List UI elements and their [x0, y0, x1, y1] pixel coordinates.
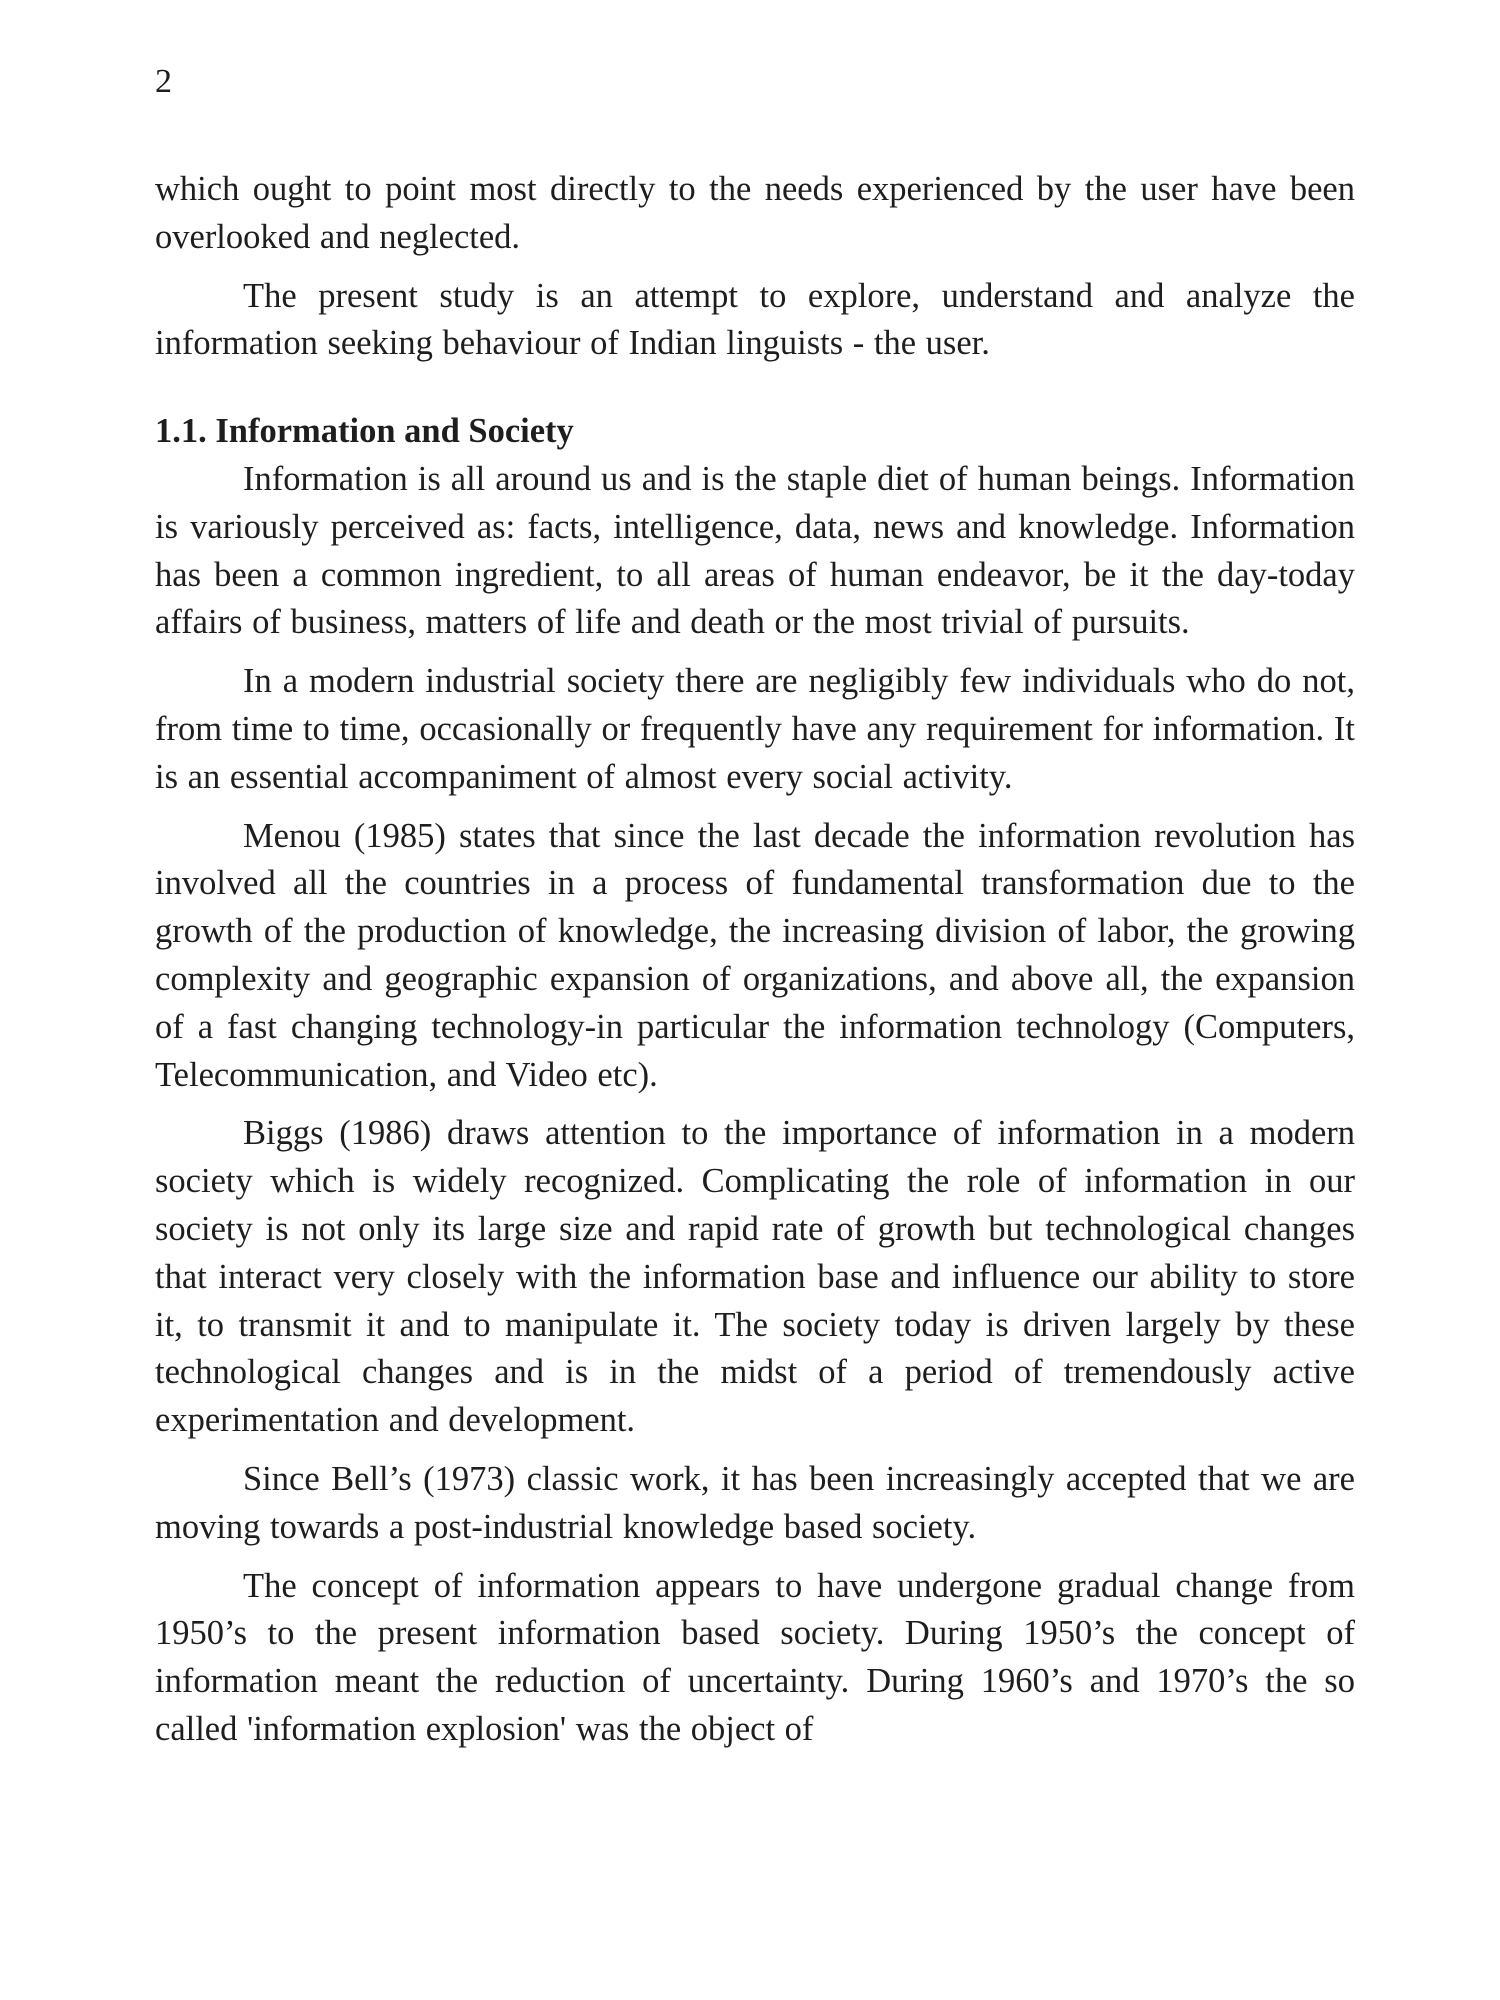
document-page — [155, 62, 1355, 1765]
section-paragraph-2: In a modern industrial society there are negligibly few individuals who do not, from time to time, occasionally or frequently have any requirement for information. It is an essential accompaniment of almost every social activity. — [155, 662, 1355, 796]
section-heading: 1.1. Information and Society — [155, 412, 574, 451]
section-paragraph-6: The concept of information appears to have undergone gradual change from 1950’s to the present information based society. During 1950’s the concept of information meant the reduction of uncertainty. During 1960’s and 1970’s the so called 'information explosion' was the object of — [155, 1566, 1355, 1748]
intro-paragraph-1: which ought to point most directly to the needs experienced by the user have been overlooked and neglected. — [155, 170, 1355, 256]
section-paragraph-5: Since Bell’s (1973) classic work, it has been increasingly accepted that we are moving towards a post-industrial knowledge based society. — [155, 1459, 1355, 1546]
section-paragraph-3: Menou (1985) states that since the last decade the information revolution has involved all the countries in a process of fundamental transformation due to the growth of the production of knowledge, the increasing division of labor, the growing complexity and geographic expansion of organizations, and above all, the expansion of a fast changing technology-in particular the information technology (Computers, Telecommunication, and Video etc). — [155, 816, 1355, 1094]
page-number: 2 — [155, 63, 172, 100]
section-paragraph-1: Information is all around us and is the staple diet of human beings. Information is variously perceived as: facts, intelligence, data, news and knowledge. Information has been a common ingredient, to all areas of human endeavor, be it the day-today affairs of business, matters of life and death or the most trivial of pursuits. — [155, 459, 1355, 642]
section-paragraph-4: Biggs (1986) draws attention to the importance of information in a modern society which is widely recognized. Complicating the role of information in our society is not only its large size and rapid rate of growth but technological changes that interact very closely with the information base and influence our ability to store it, to transmit it and to manipulate it. The society today is driven largely by these technological changes and is in the midst of a period of tremendously active experimentation and development. — [155, 1114, 1355, 1440]
intro-paragraph-2: The present study is an attempt to explore, understand and analyze the information seeking behaviour of Indian linguists - the user. — [155, 276, 1355, 363]
